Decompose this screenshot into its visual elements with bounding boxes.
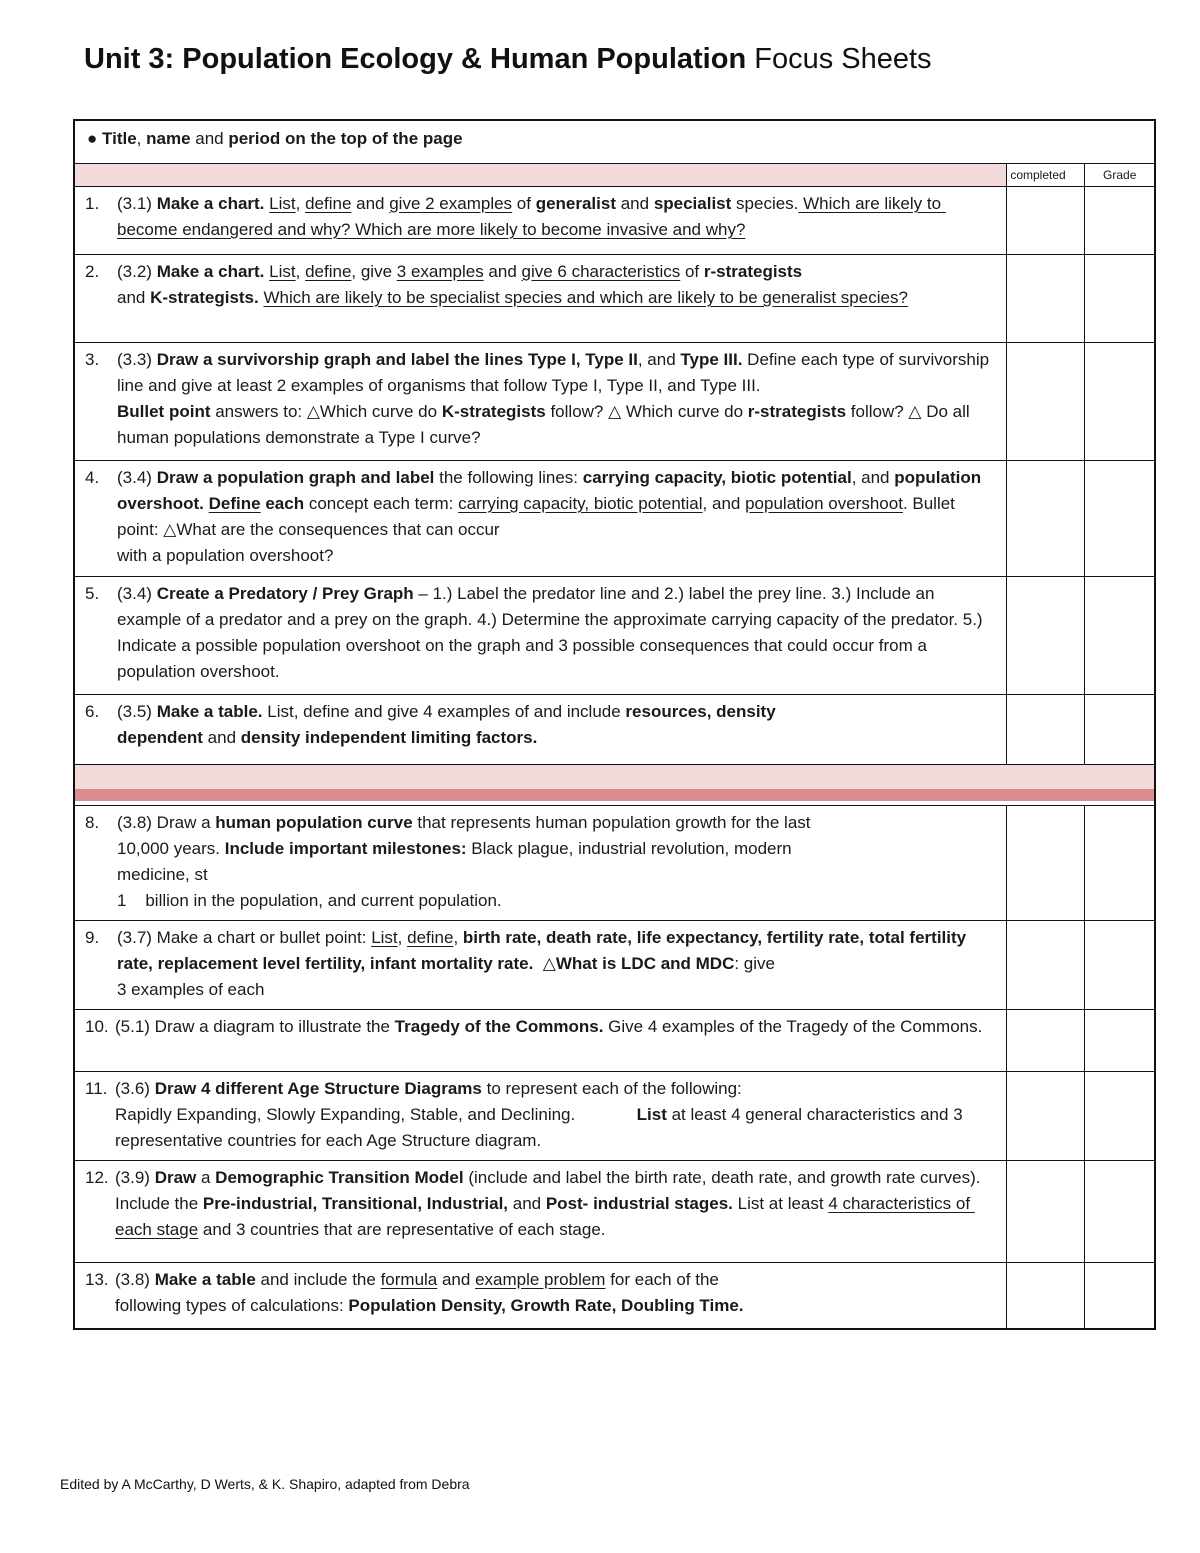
task-description: [74, 461, 1007, 577]
task-text-segment: (3.2): [117, 262, 157, 281]
completed-checkbox-cell[interactable]: [1007, 461, 1085, 577]
task-text-segment: ,: [397, 928, 408, 947]
completed-checkbox-cell[interactable]: [1007, 1161, 1085, 1263]
task-text-bold: resources, density: [625, 702, 776, 721]
task-text-underlined: define: [305, 194, 352, 213]
task-row: [74, 921, 1155, 1010]
task-text-segment: (3.4): [117, 584, 157, 603]
task-text-segment: Rapidly Expanding, Slowly Expanding, Stable, and Declining.: [115, 1105, 637, 1124]
grade-cell[interactable]: [1085, 806, 1155, 921]
task-text: [85, 1267, 996, 1319]
task-text-bold: Include important milestones:: [224, 839, 467, 858]
task-text-underlined: formula: [380, 1270, 438, 1289]
header-sep: ,: [136, 129, 147, 148]
task-row: [74, 695, 1155, 765]
task-description: [74, 695, 1007, 765]
task-description: [74, 1010, 1007, 1072]
completed-checkbox-cell[interactable]: [1007, 255, 1085, 343]
task-text-segment: with a population overshoot?: [117, 546, 334, 565]
footer-credit: Edited by A McCarthy, D Werts, & K. Shapiro, adapted from Debra: [60, 1476, 470, 1492]
task-row: [74, 343, 1155, 461]
task-text-underlined: List: [269, 262, 296, 281]
task-text-bold: K-strategists: [441, 402, 546, 421]
task-text-segment: that represents human population growth for the last: [412, 813, 811, 832]
task-text-bold: specialist: [653, 194, 732, 213]
task-text: [85, 191, 996, 243]
task-text: [85, 925, 996, 1003]
completed-checkbox-cell[interactable]: [1007, 1263, 1085, 1329]
completed-checkbox-cell[interactable]: [1007, 187, 1085, 255]
task-text-segment: ,: [295, 262, 306, 281]
task-row: [74, 255, 1155, 343]
task-text-segment: : give: [734, 954, 775, 973]
task-text-segment: and: [351, 194, 390, 213]
completed-checkbox-cell[interactable]: [1007, 1010, 1085, 1072]
task-text-segment: – 1.) Label the predator line and 2.) label the prey line. 3.) Include an example of a predator and a prey on the graph. 4.) Determine the approximate carrying capacity of the predator. 5.) Indicate a possible population overshoot on the graph and 3 possible consequences that could occur from a population overshoot.: [117, 584, 988, 681]
completed-checkbox-cell[interactable]: [1007, 806, 1085, 921]
task-description: [74, 255, 1007, 343]
task-number: 4.: [85, 468, 100, 487]
task-text-bold: dependent: [117, 728, 203, 747]
task-text-segment: . Bullet point: △What are the consequences that can occur: [117, 494, 960, 539]
grade-cell[interactable]: [1085, 1161, 1155, 1263]
page-title-bold: Unit 3: Population Ecology & Human Population: [84, 43, 747, 75]
task-description: [74, 187, 1007, 255]
grade-cell[interactable]: [1085, 577, 1155, 695]
task-text-bold: List: [636, 1105, 667, 1124]
task-text-segment: 10,000 years.: [117, 839, 225, 858]
task-number: 12.: [85, 1168, 109, 1187]
grade-cell[interactable]: [1085, 695, 1155, 765]
task-description: [74, 577, 1007, 695]
header-name-bold: name: [146, 129, 191, 148]
task-text: [85, 581, 996, 685]
task-text-bold: Draw: [154, 1168, 197, 1187]
grade-cell[interactable]: [1085, 187, 1155, 255]
task-text-segment: and 3 countries that are representative of each stage.: [198, 1220, 606, 1239]
task-text-underlined: define: [305, 262, 352, 281]
header-row: [74, 120, 1155, 164]
task-text-segment: (3.6): [115, 1079, 155, 1098]
pink-band-cell: [74, 164, 1007, 187]
task-text-underlined: give 2 examples: [389, 194, 513, 213]
task-number: 6.: [85, 702, 100, 721]
task-text-segment: follow? △ Do all human populations demonstrate a Type I curve?: [117, 402, 975, 447]
task-text-bold: carrying capacity, biotic potential: [582, 468, 852, 487]
task-number: 2.: [85, 262, 100, 281]
task-text-segment: a: [196, 1168, 216, 1187]
grade-cell[interactable]: [1085, 921, 1155, 1010]
completed-checkbox-cell[interactable]: [1007, 343, 1085, 461]
task-text-segment: for each of the: [605, 1270, 719, 1289]
task-text-segment: and: [202, 728, 241, 747]
task-text-segment: (3.5): [117, 702, 157, 721]
task-text-bold: Draw a survivorship graph and label the lines Type I, Type II: [156, 350, 638, 369]
completed-checkbox-cell[interactable]: [1007, 1072, 1085, 1161]
task-text-bold: Make a table: [154, 1270, 256, 1289]
completed-header: completed: [1007, 164, 1085, 187]
task-description: [74, 806, 1007, 921]
bullet-icon: ●: [87, 129, 98, 148]
task-text-bold: Create a Predatory / Prey Graph: [156, 584, 414, 603]
divider-band-dark: [75, 789, 1154, 801]
task-text-segment: List at least: [732, 1194, 829, 1213]
task-text-segment: , and: [851, 468, 895, 487]
column-header-row: [74, 164, 1155, 187]
task-text: [85, 259, 996, 311]
task-row: [74, 187, 1155, 255]
completed-checkbox-cell[interactable]: [1007, 695, 1085, 765]
task-text-segment: Define each type of survivorship line and give at least 2 examples of organisms that follow Type I, Type II, and Type III.: [117, 350, 994, 395]
task-text-segment: following types of calculations:: [115, 1296, 349, 1315]
task-text: [85, 1165, 996, 1243]
header-title-bold: Title: [102, 129, 137, 148]
task-row: [74, 1072, 1155, 1161]
task-row: [74, 1161, 1155, 1263]
task-text-segment: concept each term:: [304, 494, 459, 513]
task-number: 13.: [85, 1270, 109, 1289]
task-text-underlined: carrying capacity, biotic potential: [458, 494, 703, 513]
grade-cell[interactable]: [1085, 1010, 1155, 1072]
task-text-bold: r-strategists: [747, 402, 847, 421]
task-text-bold: Population Density, Growth Rate, Doubling Time.: [348, 1296, 744, 1315]
task-text: [85, 810, 996, 914]
grade-cell[interactable]: [1085, 1263, 1155, 1329]
task-text-segment: of: [680, 262, 704, 281]
task-text-segment: and: [117, 288, 151, 307]
task-text-segment: List, define and give 4 examples of and include: [262, 702, 626, 721]
task-text-bold: What is LDC and MDC: [555, 954, 735, 973]
task-text-segment: (3.1): [117, 194, 157, 213]
task-text-bold: Draw a population graph and label: [156, 468, 435, 487]
task-text-underlined: Which are likely to become endangered and why? Which are more likely to become invasive and why?: [117, 194, 946, 239]
task-text-underlined: 3 examples: [396, 262, 484, 281]
task-text-bold: Define: [208, 494, 261, 513]
task-text: [85, 347, 996, 451]
task-description: [74, 1263, 1007, 1329]
task-text-bold: human population curve: [215, 813, 413, 832]
task-text-bold: Make a chart.: [156, 262, 265, 281]
task-text-segment: of: [512, 194, 536, 213]
task-text-segment: answers to: △Which curve do: [210, 402, 442, 421]
divider-band-light: [75, 765, 1154, 789]
task-text-segment: 1 billion in the population, and current population.: [117, 891, 502, 910]
task-text-segment: , give: [351, 262, 397, 281]
section-divider-cell: [74, 765, 1155, 806]
task-text-segment: (3.8) Draw a: [117, 813, 216, 832]
completed-checkbox-cell[interactable]: [1007, 921, 1085, 1010]
task-text-segment: (3.9): [115, 1168, 155, 1187]
task-description: [74, 1072, 1007, 1161]
task-text-bold: generalist: [535, 194, 616, 213]
grade-cell[interactable]: [1085, 343, 1155, 461]
task-text-segment: and include the: [255, 1270, 381, 1289]
task-number: 8.: [85, 813, 100, 832]
task-text-underlined: List: [269, 194, 296, 213]
task-text-bold: Type III.: [680, 350, 743, 369]
task-text-segment: Give 4 examples of the Tragedy of the Commons.: [603, 1017, 983, 1036]
task-text: [85, 1014, 996, 1040]
task-text-segment: ,: [453, 928, 463, 947]
grade-cell[interactable]: [1085, 461, 1155, 577]
task-text-segment: to represent each of the following:: [481, 1079, 742, 1098]
task-text-bold: density independent limiting factors.: [240, 728, 538, 747]
task-text-bold: Post- industrial stages.: [545, 1194, 733, 1213]
task-text-underlined: List: [371, 928, 398, 947]
task-text-segment: 3 examples of each: [117, 980, 265, 999]
task-text-segment: (3.8): [115, 1270, 155, 1289]
task-row: [74, 1010, 1155, 1072]
header-and: and: [190, 129, 229, 148]
task-number: 11.: [85, 1079, 108, 1098]
task-number: 1.: [85, 194, 100, 213]
task-text-segment: medicine, st: [117, 865, 208, 884]
task-text-segment: (include and label the birth rate, death rate, and growth rate curves). Include the: [115, 1168, 986, 1213]
task-text-bold: Tragedy of the Commons.: [394, 1017, 604, 1036]
task-text-segment: species.: [731, 194, 799, 213]
task-text-segment: ,: [295, 194, 306, 213]
task-text: [85, 699, 996, 751]
task-text-segment: at least 4 general characteristics and 3 representative countries for each Age Structure diagram.: [115, 1105, 968, 1150]
task-text-bold: K-strategists.: [150, 288, 259, 307]
task-text-segment: the following lines:: [434, 468, 583, 487]
task-description: [74, 343, 1007, 461]
task-row: [74, 577, 1155, 695]
task-text-segment: and: [437, 1270, 476, 1289]
task-text-bold: population overshoot.: [117, 468, 986, 513]
task-text-segment: follow? △ Which curve do: [545, 402, 748, 421]
task-row: [74, 1263, 1155, 1329]
task-text-underlined: define: [407, 928, 454, 947]
task-text-underlined: give 6 characteristics: [521, 262, 681, 281]
task-text-bold: Draw 4 different Age Structure Diagrams: [154, 1079, 482, 1098]
task-text-underlined: population overshoot: [745, 494, 903, 513]
task-text-segment: and: [483, 262, 522, 281]
task-number: 10.: [85, 1017, 109, 1036]
task-description: [74, 1161, 1007, 1263]
task-text-segment: (5.1) Draw a diagram to illustrate the: [115, 1017, 395, 1036]
task-text-segment: △: [533, 954, 556, 973]
task-text: [85, 1076, 996, 1154]
task-text-bold: birth rate, death rate, life expectancy, fertility rate, total fertility rate, replacement level fertility, infant mortality rate.: [117, 928, 971, 973]
task-text-bold: Demographic Transition Model: [215, 1168, 464, 1187]
task-row: [74, 461, 1155, 577]
task-text-bold: Pre-industrial, Transitional, Industrial,: [202, 1194, 509, 1213]
page-title: [84, 40, 932, 78]
task-number: 9.: [85, 928, 100, 947]
task-text-segment: (3.4): [117, 468, 157, 487]
focus-sheet-table: [73, 119, 1156, 1330]
page-title-regular: Focus Sheets: [746, 43, 932, 75]
task-number: 5.: [85, 584, 100, 603]
task-description: [74, 921, 1007, 1010]
task-number: 3.: [85, 350, 100, 369]
task-text-bold: Bullet point: [117, 402, 211, 421]
task-text-underlined: Which are likely to be specialist species and which are likely to be generalist species?: [263, 288, 908, 307]
header-period-bold: period on the top of the page: [228, 129, 463, 148]
grade-cell[interactable]: [1085, 255, 1155, 343]
task-text-segment: , and: [637, 350, 681, 369]
task-text: [85, 465, 996, 569]
task-text-underlined: example problem: [475, 1270, 606, 1289]
task-text-segment: and: [616, 194, 654, 213]
task-text-underlined: 4 characteristics of each stage: [115, 1194, 975, 1239]
task-text-segment: (3.7) Make a chart or bullet point:: [117, 928, 372, 947]
task-text-segment: , and: [702, 494, 746, 513]
task-text-bold: r-strategists: [703, 262, 803, 281]
task-text-segment: and: [508, 1194, 546, 1213]
task-row: [74, 806, 1155, 921]
task-text-bold: Make a chart.: [156, 194, 265, 213]
grade-header: Grade: [1085, 164, 1155, 187]
task-text-segment: (3.3): [117, 350, 157, 369]
header-instruction: [74, 120, 1155, 164]
task-text-bold: each: [260, 494, 305, 513]
task-text-bold: Make a table.: [156, 702, 263, 721]
task-text-segment: Black plague, industrial revolution, modern: [466, 839, 792, 858]
section-divider: [74, 765, 1155, 806]
grade-cell[interactable]: [1085, 1072, 1155, 1161]
completed-checkbox-cell[interactable]: [1007, 577, 1085, 695]
